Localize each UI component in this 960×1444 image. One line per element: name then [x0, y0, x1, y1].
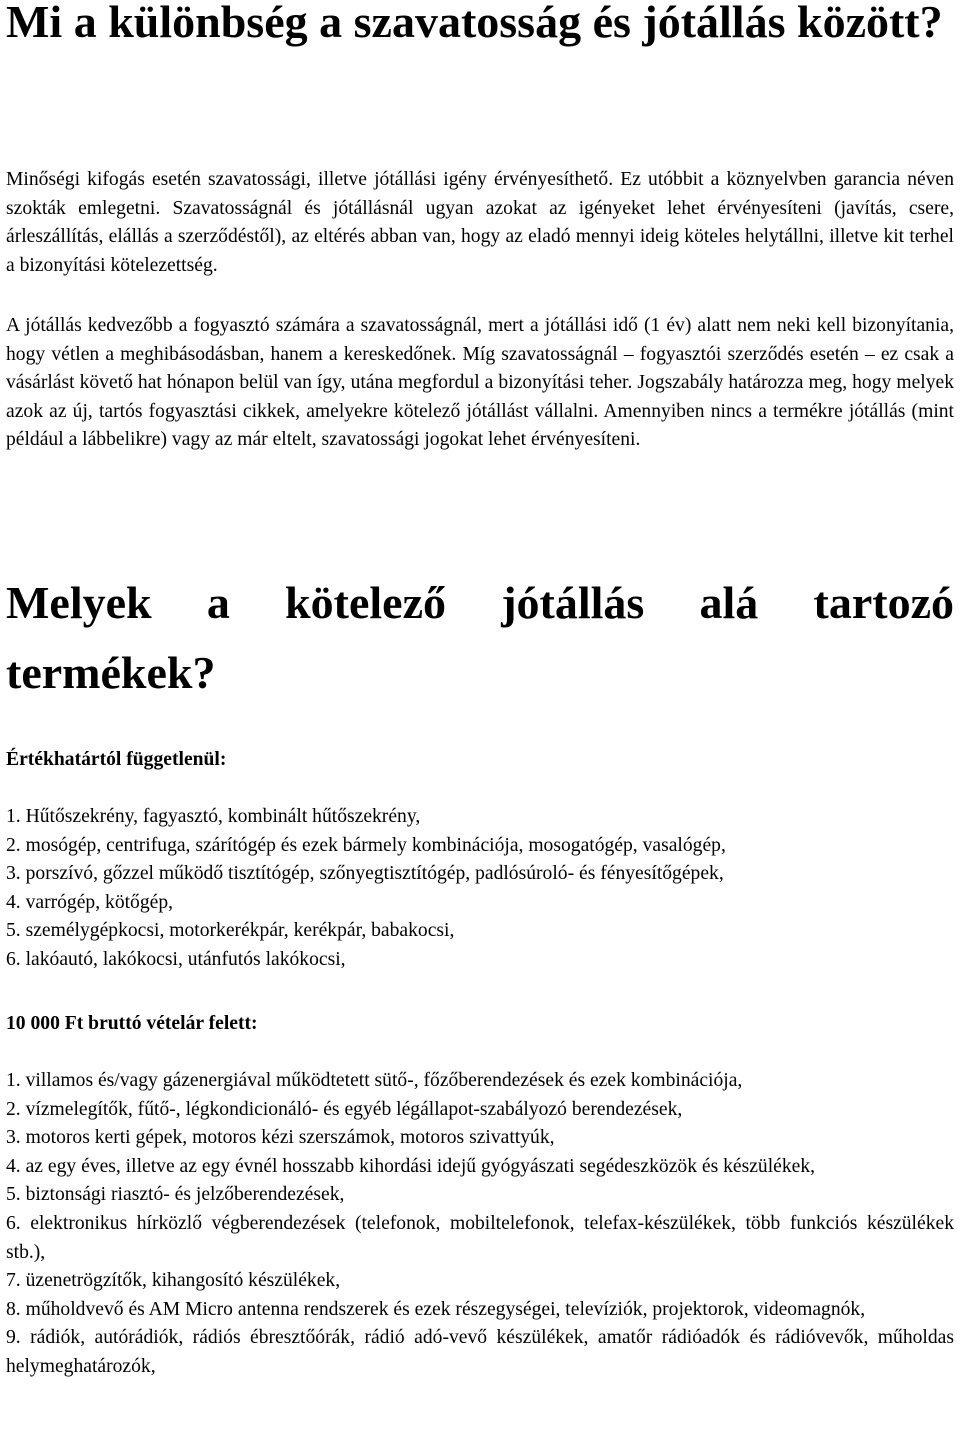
list-item: 8. műholdvevő és AM Micro antenna rendszerek és ezek részegységei, televíziók, projektorok, videomagnók,: [6, 1298, 866, 1320]
list-item: 2. mosógép, centrifuga, szárítógép és ezek bármely kombinációja, mosogatógép, vasalógép,: [6, 834, 726, 856]
list-item: 5. személygépkocsi, motorkerékpár, kerékpár, babakocsi,: [6, 920, 455, 942]
list-item: 6. lakóautó, lakókocsi, utánfutós lakókocsi,: [6, 948, 346, 970]
list-item: 4. az egy éves, illetve az egy évnél hosszabb kihordási idejű gyógyászati segédeszközök és készülékek,: [6, 1155, 816, 1177]
product-list-unconditional: [6, 803, 954, 975]
page-title: Mi a különbség a szavatosság és jótállás között?: [6, 0, 943, 47]
list-item: 3. motoros kerti gépek, motoros kézi szerszámok, motoros szivattyúk,: [6, 1127, 555, 1149]
section-title: Melyek a kötelező jótállás alá tartozó termékek?: [6, 577, 954, 698]
list-item: 4. varrógép, kötőgép,: [6, 891, 174, 913]
list-item: 6. elektronikus hírközlő végberendezések (telefonok, mobiltelefonok, telefax-készülékek, több funkciós készülékek stb.),: [6, 1212, 954, 1263]
list-item: 7. üzenetrögzítők, kihangosító készülékek,: [6, 1270, 341, 1292]
section-heading-price-threshold: 10 000 Ft bruttó vételár felett:: [6, 1013, 258, 1034]
list-item: 1. Hűtőszekrény, fagyasztó, kombinált hűtőszekrény,: [6, 806, 421, 827]
list-item: 3. porszívó, gőzzel működő tisztítógép, szőnyegtisztítógép, padlósúroló- és fényesítőgépek,: [6, 863, 724, 885]
intro-paragraph: Minőségi kifogás esetén szavatossági, illetve jótállási igény érvényesíthető. Ez utóbbit a köznyelvben garancia néven szokták emlegetni. Szavatosságnál és jótállásnál ugyan azokat az igényeket lehet érvényesíteni (javítás, csere, árleszállítás, elállás a szerződéstől), az eltérés abban van, hogy az eladó mennyi ideig köteles helytállni, illetve kit terhel a bizonyítási kötelezettség.: [6, 169, 954, 276]
product-list-price-threshold: [6, 1067, 954, 1382]
warranty-comparison-paragraph: A jótállás kedvezőbb a fogyasztó számára a szavatosságnál, mert a jótállási idő (1 év) alatt nem neki kell bizonyítania, hogy vétlen a meghibásodásban, hanem a kereskedőnek. Míg szavatosságnál – fogyasztói szerződés esetén – ez csak a vásárlást követő hat hónapon belül van így, utána megfordul a bizonyítási teher. Jogszabály határozza meg, hogy melyek azok az új, tartós fogyasztási cikkek, amelyekre kötelező jótállást vállalni. Amennyiben nincs a termékre jótállás (mint például a lábbelikre) vagy az már eltelt, szavatossági jogokat lehet érvényesíteni.: [6, 315, 954, 451]
list-item: 9. rádiók, autórádiók, rádiós ébresztőórák, rádió adó-vevő készülékek, amatőr rádióadók és rádióvevők, műholdas helymeghatározók,: [6, 1327, 954, 1377]
list-item: 5. biztonsági riasztó- és jelzőberendezések,: [6, 1184, 345, 1206]
section-heading-unconditional: Értékhatártól függetlenül:: [6, 749, 227, 770]
list-item: 2. vízmelegítők, fűtő-, légkondicionáló- és egyéb légállapot-szabályozó berendezések,: [6, 1098, 683, 1120]
list-item: 1. villamos és/vagy gázenergiával működtetett sütő-, főzőberendezések és ezek kombinációja,: [6, 1070, 743, 1091]
